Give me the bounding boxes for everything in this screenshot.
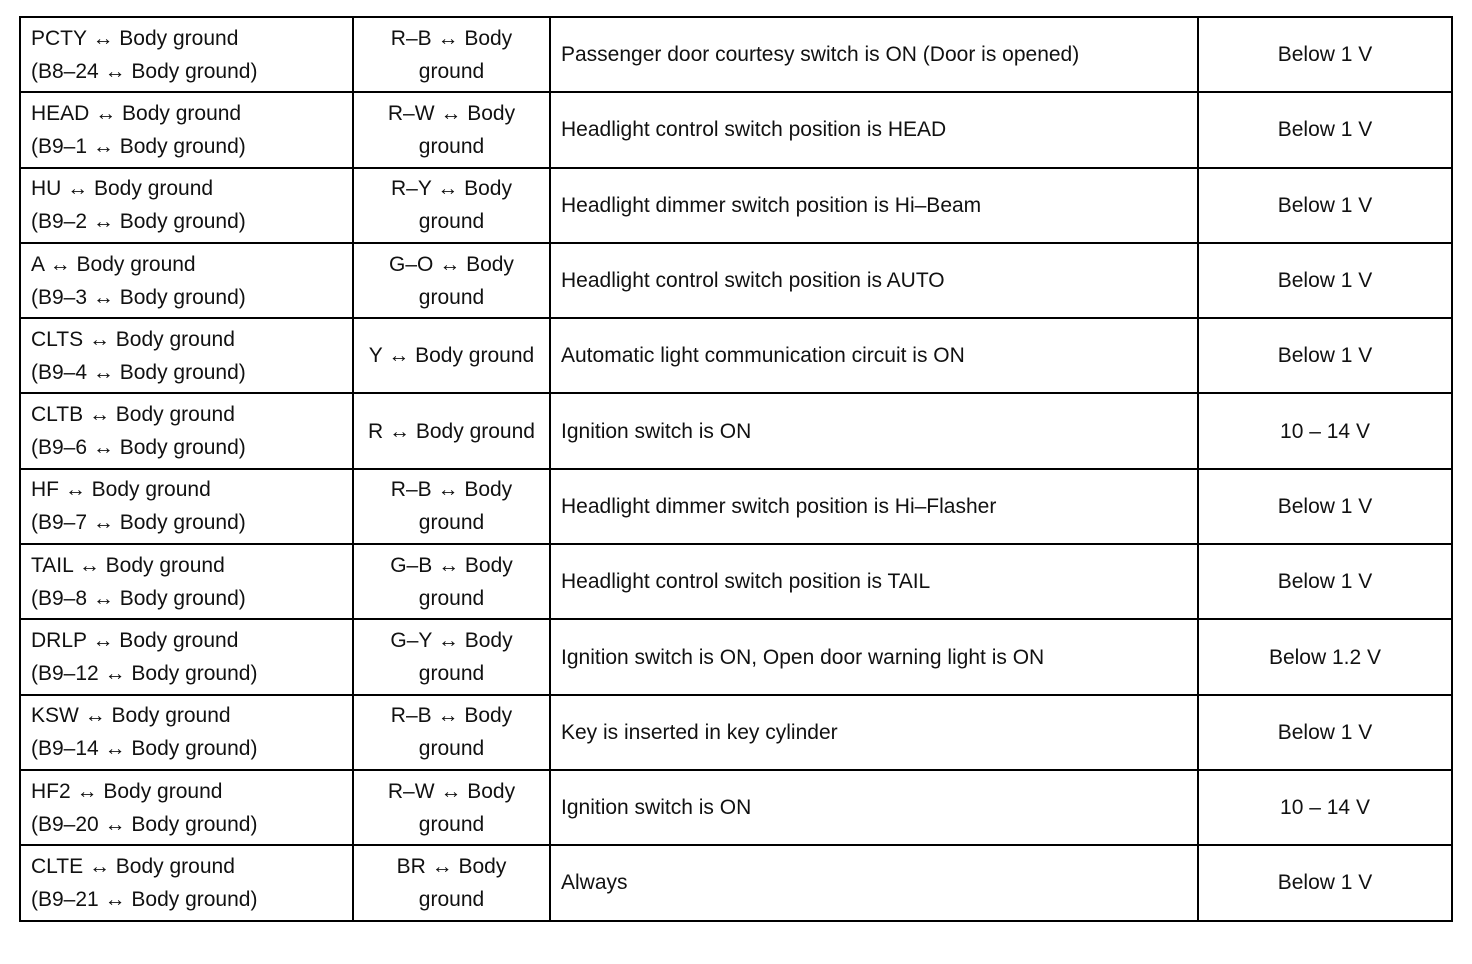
wiring-color-line2: ground — [418, 59, 485, 83]
terminal-name: TAIL ↔ Body ground — [31, 553, 225, 577]
specified-condition-cell: Below 1 V — [1198, 243, 1452, 318]
terminal-name: CLTE ↔ Body ground — [31, 854, 235, 878]
specified-condition-cell: Below 1.2 V — [1198, 619, 1452, 694]
table-row — [20, 695, 1452, 770]
specified-condition-cell: Below 1 V — [1198, 318, 1452, 393]
wiring-color-cell — [353, 17, 550, 92]
connector-pin: (B8–24 ↔ Body ground) — [31, 59, 258, 83]
specified-condition-cell: Below 1 V — [1198, 695, 1452, 770]
table-row — [20, 619, 1452, 694]
specified-condition-cell: Below 1 V — [1198, 469, 1452, 544]
wiring-color-cell — [353, 619, 550, 694]
terminal-name: CLTB ↔ Body ground — [31, 403, 235, 427]
wiring-color-line1: R–Y ↔ Body — [390, 177, 512, 201]
connector-pin: (B9–3 ↔ Body ground) — [31, 285, 246, 309]
specified-condition-cell: Below 1 V — [1198, 168, 1452, 243]
specified-condition-cell: 10 – 14 V — [1198, 770, 1452, 845]
wiring-color-line1: Y ↔ Body ground — [368, 344, 535, 368]
table-row — [20, 168, 1452, 243]
wiring-color-line2: ground — [418, 887, 485, 911]
connector-pin: (B9–4 ↔ Body ground) — [31, 360, 246, 384]
table-row — [20, 92, 1452, 167]
wiring-color-cell — [353, 469, 550, 544]
connector-pin: (B9–6 ↔ Body ground) — [31, 436, 246, 460]
table-row — [20, 845, 1452, 920]
wiring-color-line2: ground — [418, 285, 485, 309]
condition-cell: Headlight dimmer switch position is Hi–Beam — [550, 168, 1198, 243]
condition-cell: Headlight dimmer switch position is Hi–Flasher — [550, 469, 1198, 544]
wiring-color-cell — [353, 92, 550, 167]
terminal-cell — [20, 17, 353, 92]
connector-pin: (B9–14 ↔ Body ground) — [31, 737, 258, 761]
condition-cell: Always — [550, 845, 1198, 920]
condition-cell: Headlight control switch position is HEAD — [550, 92, 1198, 167]
wiring-color-cell — [353, 393, 550, 468]
terminal-name: KSW ↔ Body ground — [31, 704, 231, 728]
terminal-name: HU ↔ Body ground — [31, 177, 214, 201]
terminal-name: HF ↔ Body ground — [31, 478, 211, 502]
wiring-color-line1: R–B ↔ Body — [390, 704, 513, 728]
connector-inspection-table — [19, 16, 1453, 922]
condition-cell: Ignition switch is ON, Open door warning light is ON — [550, 619, 1198, 694]
terminal-name: HEAD ↔ Body ground — [31, 101, 242, 125]
wiring-color-line2: ground — [418, 134, 485, 158]
terminal-cell — [20, 243, 353, 318]
condition-cell: Headlight control switch position is TAIL — [550, 544, 1198, 619]
terminal-cell — [20, 318, 353, 393]
connector-pin: (B9–1 ↔ Body ground) — [31, 134, 246, 158]
wiring-color-line1: G–Y ↔ Body — [390, 629, 513, 653]
specified-condition-cell: Below 1 V — [1198, 17, 1452, 92]
terminal-name: HF2 ↔ Body ground — [31, 779, 223, 803]
wiring-color-line2: ground — [418, 662, 485, 686]
connector-pin: (B9–8 ↔ Body ground) — [31, 586, 246, 610]
wiring-color-line1: R–B ↔ Body — [390, 26, 513, 50]
wiring-color-cell — [353, 168, 550, 243]
specified-condition-cell: Below 1 V — [1198, 544, 1452, 619]
table-row — [20, 318, 1452, 393]
condition-cell: Headlight control switch position is AUTO — [550, 243, 1198, 318]
terminal-name: CLTS ↔ Body ground — [31, 327, 235, 351]
wiring-color-line2: ground — [418, 586, 485, 610]
wiring-color-line2: ground — [418, 812, 485, 836]
condition-cell: Key is inserted in key cylinder — [550, 695, 1198, 770]
table-row — [20, 243, 1452, 318]
wiring-color-line1: R–B ↔ Body — [390, 478, 513, 502]
terminal-cell — [20, 695, 353, 770]
terminal-cell — [20, 168, 353, 243]
wiring-color-line1: R ↔ Body ground — [368, 419, 535, 443]
terminal-cell — [20, 92, 353, 167]
wiring-color-cell — [353, 318, 550, 393]
wiring-color-line1: BR ↔ Body — [396, 854, 507, 878]
wiring-color-line2: ground — [418, 511, 485, 535]
wiring-color-cell — [353, 770, 550, 845]
condition-cell: Automatic light communication circuit is ON — [550, 318, 1198, 393]
terminal-cell — [20, 544, 353, 619]
wiring-color-line2: ground — [418, 210, 485, 234]
connector-pin: (B9–7 ↔ Body ground) — [31, 511, 246, 535]
wiring-color-cell — [353, 243, 550, 318]
wiring-color-cell — [353, 695, 550, 770]
terminal-cell — [20, 770, 353, 845]
terminal-cell — [20, 845, 353, 920]
connector-pin: (B9–20 ↔ Body ground) — [31, 812, 258, 836]
specified-condition-cell: Below 1 V — [1198, 845, 1452, 920]
condition-cell: Ignition switch is ON — [550, 393, 1198, 468]
connector-pin: (B9–21 ↔ Body ground) — [31, 887, 258, 911]
terminal-name: PCTY ↔ Body ground — [31, 26, 239, 50]
terminal-name: DRLP ↔ Body ground — [31, 629, 239, 653]
terminal-name: A ↔ Body ground — [31, 252, 196, 276]
condition-cell: Passenger door courtesy switch is ON (Door is opened) — [550, 17, 1198, 92]
connector-pin: (B9–2 ↔ Body ground) — [31, 210, 246, 234]
terminal-cell — [20, 393, 353, 468]
wiring-color-cell — [353, 544, 550, 619]
specified-condition-cell: Below 1 V — [1198, 92, 1452, 167]
condition-cell: Ignition switch is ON — [550, 770, 1198, 845]
wiring-color-line1: G–O ↔ Body — [389, 252, 514, 276]
connector-inspection-table-container — [19, 16, 1453, 922]
terminal-cell — [20, 619, 353, 694]
table-body — [20, 17, 1452, 921]
wiring-color-line2: ground — [418, 737, 485, 761]
wiring-color-cell — [353, 845, 550, 920]
table-row — [20, 17, 1452, 92]
specified-condition-cell: 10 – 14 V — [1198, 393, 1452, 468]
wiring-color-line1: G–B ↔ Body — [390, 553, 513, 577]
terminal-cell — [20, 469, 353, 544]
wiring-color-line1: R–W ↔ Body — [387, 101, 516, 125]
connector-pin: (B9–12 ↔ Body ground) — [31, 662, 258, 686]
table-row — [20, 770, 1452, 845]
table-row — [20, 393, 1452, 468]
table-row — [20, 469, 1452, 544]
table-row — [20, 544, 1452, 619]
wiring-color-line1: R–W ↔ Body — [387, 779, 516, 803]
